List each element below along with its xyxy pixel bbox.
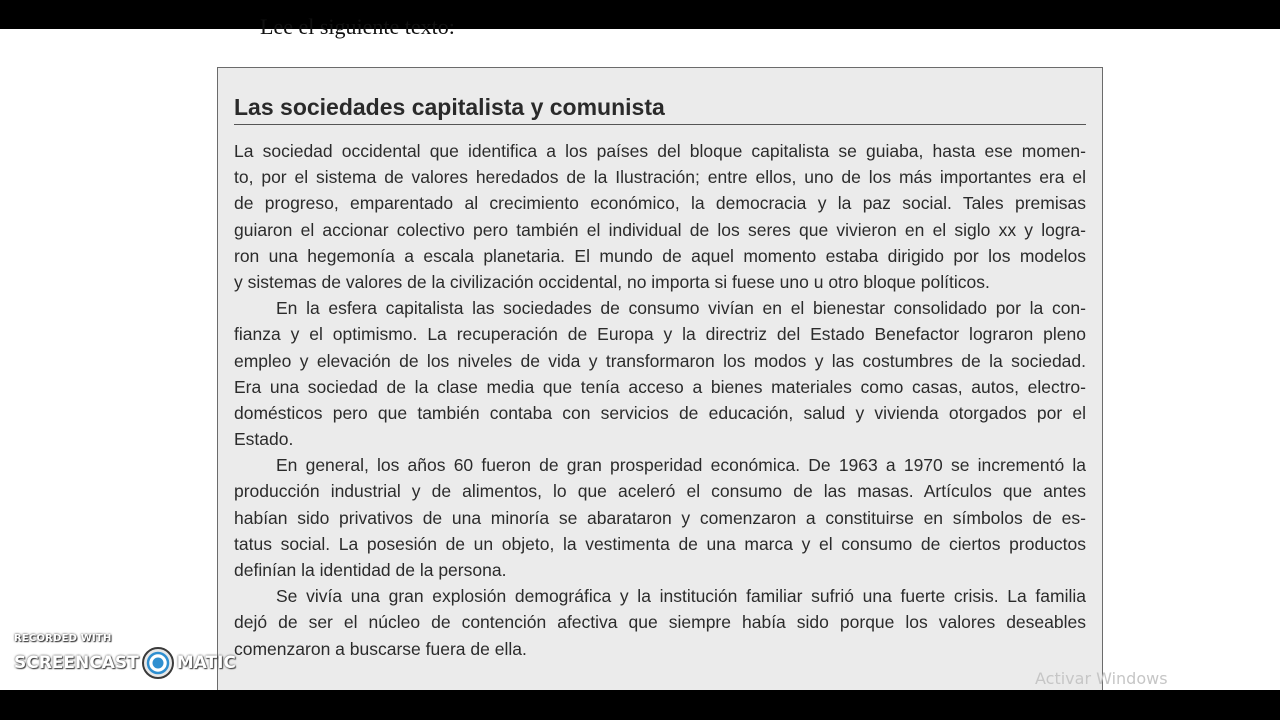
screencast-watermark xyxy=(14,633,236,680)
article-line: guiaron el accionar colectivo pero también el individual de los seres que vivieron en el siglo xx y logra- xyxy=(234,219,1086,240)
article-line: producción industrial y de alimentos, lo que aceleró el consumo de las masas. Artículos que antes xyxy=(234,481,1086,502)
article-line: En la esfera capitalista las sociedades de consumo vivían en el bienestar consolidado por la con- xyxy=(276,298,1086,319)
article-line: La sociedad occidental que identifica a los países del bloque capitalista se guiaba, hasta ese momen- xyxy=(234,141,1086,161)
article-line: dejó de ser el núcleo de contención afectiva que siempre había sido porque los valores deseables xyxy=(234,612,1086,633)
article-line: tatus social. La posesión de un objeto, la vestimenta de una marca y el consumo de ciertos productos xyxy=(234,533,1086,554)
instruction-text: Lee el siguiente texto: xyxy=(260,14,455,39)
article-line: Se vivía una gran explosión demográfica y la institución familiar sufrió una fuerte crisis. La familia xyxy=(276,586,1086,607)
watermark-brand-right: MATIC xyxy=(176,653,236,673)
article-line: comenzaron a buscarse fuera de ella. xyxy=(234,638,527,659)
bottom-letterbox-bar xyxy=(0,690,1280,720)
article-line: fianza y el optimismo. La recuperación de Europa y la directriz del Estado Benefactor lograron pleno xyxy=(234,324,1086,345)
document-page xyxy=(0,14,1280,690)
article-line: y sistemas de valores de la civilización occidental, no importa si fuese uno u otro bloque políticos. xyxy=(234,271,990,292)
article-line: En general, los años 60 fueron de gran prosperidad económica. De 1963 a 1970 se incrementó la xyxy=(276,455,1086,476)
screencast-logo-icon xyxy=(141,646,175,680)
watermark-brand-left: SCREENCAST xyxy=(14,653,139,673)
article-line: Estado. xyxy=(234,429,294,450)
article-line: empleo y elevación de los niveles de vida y transformaron los modos y las costumbres de la sociedad. xyxy=(234,350,1086,371)
article-body xyxy=(234,138,1086,662)
article-box xyxy=(217,67,1103,707)
article-line: ron una hegemonía a escala planetaria. El mundo de aquel momento estaba dirigido por los modelos xyxy=(234,245,1086,266)
watermark-recorded-label: RECORDED WITH xyxy=(14,633,112,644)
article-line: to, por el sistema de valores heredados de la Ilustración; entre ellos, uno de los más importantes era el xyxy=(234,167,1086,188)
article-line: habían sido privativos de una minoría se abarataron y comenzaron a constituirse en símbolos de es- xyxy=(234,507,1086,528)
activate-windows-notice: Activar Windows xyxy=(1035,669,1168,688)
article-line: Era una sociedad de la clase media que tenía acceso a bienes materiales como casas, autos, electro- xyxy=(234,376,1086,397)
article-line: domésticos pero que también contaba con servicios de educación, salud y vivienda otorgados por el xyxy=(234,402,1086,423)
article-title: Las sociedades capitalista y comunista xyxy=(234,92,1086,125)
top-letterbox-bar xyxy=(0,0,1280,29)
article-line: de progreso, emparentado al crecimiento económico, la democracia y la paz social. Tales premisas xyxy=(234,193,1086,214)
article-line: definían la identidad de la persona. xyxy=(234,560,507,580)
